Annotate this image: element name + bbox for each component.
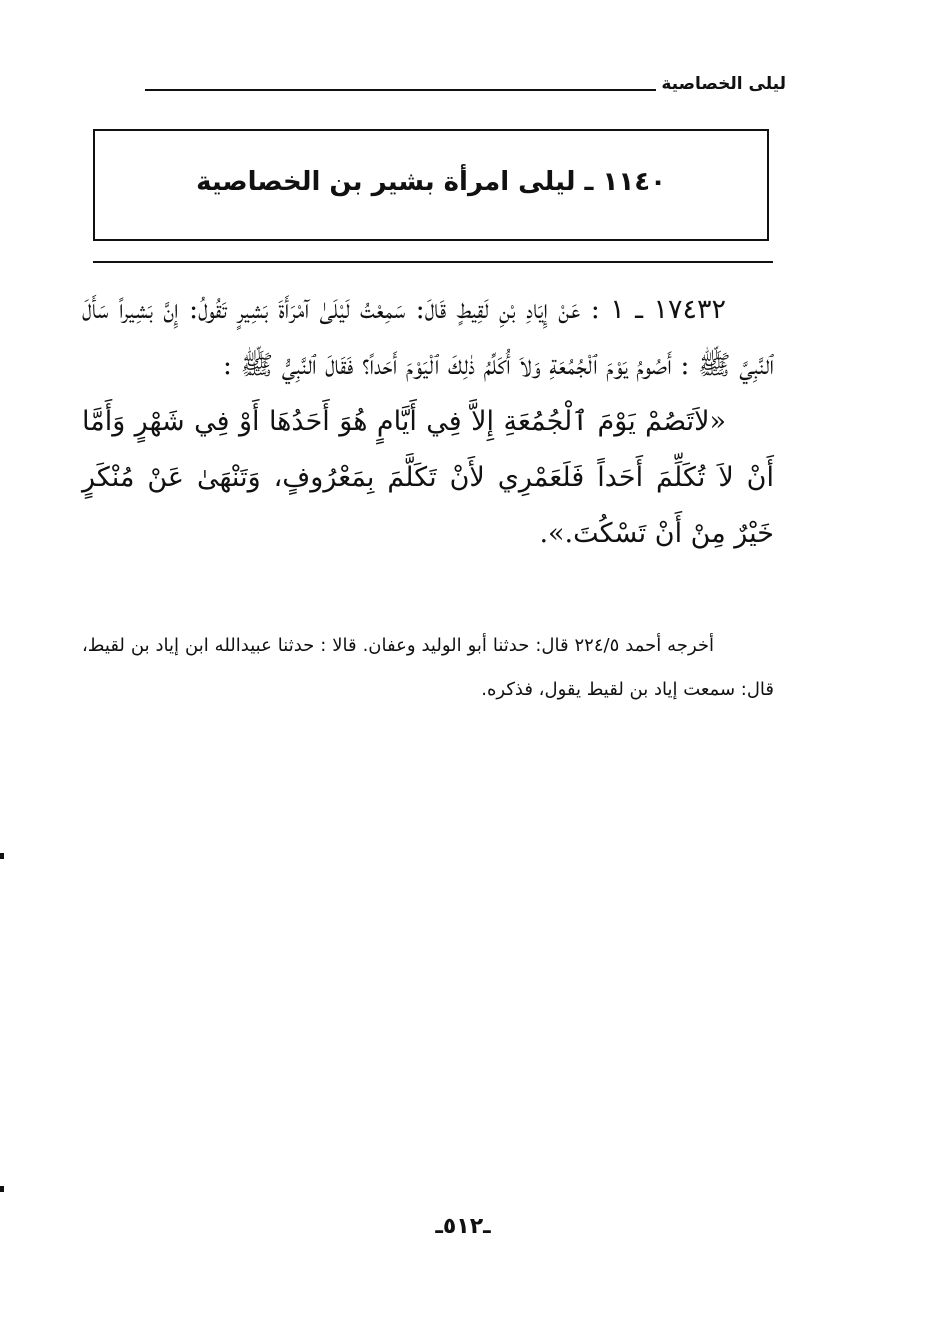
title-divider (93, 261, 773, 263)
page-number: ـ٥١٢ـ (435, 1214, 491, 1239)
header-rule (145, 89, 656, 91)
hadith-text (82, 282, 774, 562)
running-title: ليلى الخصاصية (661, 74, 786, 94)
chapter-title-box (93, 129, 769, 241)
scan-mark (0, 853, 4, 859)
scan-mark (0, 1186, 4, 1192)
hadith-paragraph-2: «لاَتَصُمْ يَوْمَ ٱلْجُمُعَةِ إِلاَّ فِي أَيَّامٍ هُوَ أَحَدُهَا أَوْ فِي شَهْرٍ وَأَمَّا أَنْ لاَ تُكَلِّمَ أَحَداً فَلَعَمْرِي لأَنْ تَكَلَّمَ بِمَعْرُوفٍ، وَتَنْهَىٰ عَنْ مُنْكَرٍ خَيْرٌ مِنْ أَنْ تَسْكُتَ.». (82, 406, 774, 549)
footnote (82, 624, 774, 712)
hadith-paragraph-1: ١٧٤٣٢ ـ ١ : عَنْ إِيَادِ بْنِ لَقِيطٍ قَالَ: سَمِعْتُ لَيْلَىٰ آمْرَأَةَ بَشِيرٍ تَقُولُ: إِنَّ بَشِيراً سَأَلَ ٱلنَّبِيَّ ﷺ : أَصُومُ يَوْمَ ٱلْجُمُعَةِ وَلاَ أُكَلِّمُ ذٰلِكَ ٱلْيَوْمَ أَحَداً؟ فَقَالَ ٱلنَّبِيُّ ﷺ : (82, 294, 774, 381)
footnote-text: أخرجه أحمد ٢٢٤/٥ قال: حدثنا أبو الوليد وعفان. قالا : حدثنا عبيدالله ابن إياد بن لقيط، قال: سمعت إياد بن لقيط يقول، فذكره. (82, 635, 774, 700)
running-header (145, 72, 786, 102)
chapter-title: ١١٤٠ ـ ليلى امرأة بشير بن الخصاصية (196, 167, 666, 197)
